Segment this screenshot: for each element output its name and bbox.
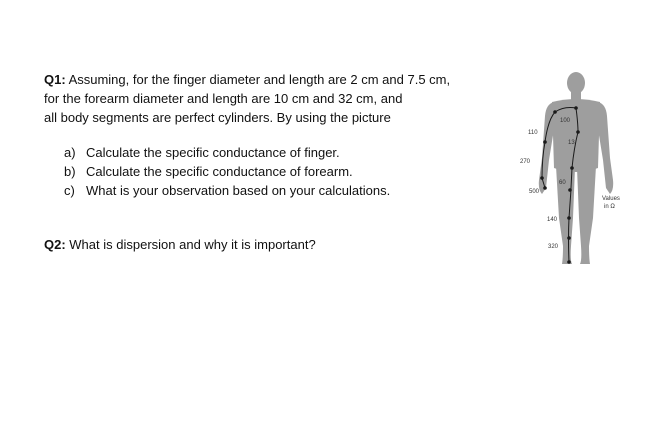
subquestion-text: Calculate the specific conductance of forearm. xyxy=(86,164,353,179)
subquestion-text: Calculate the specific conductance of finger. xyxy=(86,145,340,160)
subquestion-letter: b) xyxy=(64,164,76,179)
body-impedance-svg xyxy=(512,68,630,268)
question-1-text-line-3: all body segments are perfect cylinders. By using the picture xyxy=(44,110,391,125)
subquestion-a xyxy=(64,143,390,162)
subquestion-c xyxy=(64,181,390,200)
question-1-text-line-1: Assuming, for the finger diameter and length are 2 cm and 7.5 cm, xyxy=(65,72,451,87)
subquestion-b xyxy=(64,162,390,181)
measurement-point xyxy=(567,260,571,264)
value-label-60: 60 xyxy=(559,180,566,186)
measurement-point xyxy=(543,140,547,144)
measurement-point xyxy=(540,176,544,180)
question-1 xyxy=(44,70,514,127)
subquestion-text: What is your observation based on your calculations. xyxy=(86,183,391,198)
value-label-13: 13 xyxy=(568,140,575,146)
measurement-point xyxy=(576,130,580,134)
value-label-270: 270 xyxy=(520,159,531,165)
question-1-number: Q1: xyxy=(44,72,66,87)
value-label-500: 500 xyxy=(529,189,540,195)
value-label-110: 110 xyxy=(528,130,538,136)
subquestion-letter: a) xyxy=(64,145,76,160)
question-2-text: What is dispersion and why it is important? xyxy=(65,237,316,252)
subquestion-letter: c) xyxy=(64,183,75,198)
values-unit-label-line-2: in Ω xyxy=(604,204,615,210)
question-1-text-line-2: for the forearm diameter and length are 10 cm and 32 cm, and xyxy=(44,91,403,106)
measurement-point xyxy=(574,106,578,110)
measurement-point xyxy=(553,110,557,114)
question-1-line-1 xyxy=(44,70,514,89)
question-1-subquestions xyxy=(64,143,390,200)
measurement-point xyxy=(543,186,547,190)
value-label-140: 140 xyxy=(547,217,558,223)
body-impedance-figure xyxy=(512,68,630,268)
measurement-point xyxy=(568,188,572,192)
question-2 xyxy=(44,235,316,254)
measurement-point xyxy=(570,166,574,170)
human-body-silhouette xyxy=(539,72,613,264)
measurement-point xyxy=(567,236,571,240)
measurement-point xyxy=(567,216,571,220)
value-label-320: 320 xyxy=(548,244,559,250)
value-label-100: 100 xyxy=(560,118,571,124)
values-unit-label-line-1: Values xyxy=(602,196,620,202)
question-2-number: Q2: xyxy=(44,237,66,252)
